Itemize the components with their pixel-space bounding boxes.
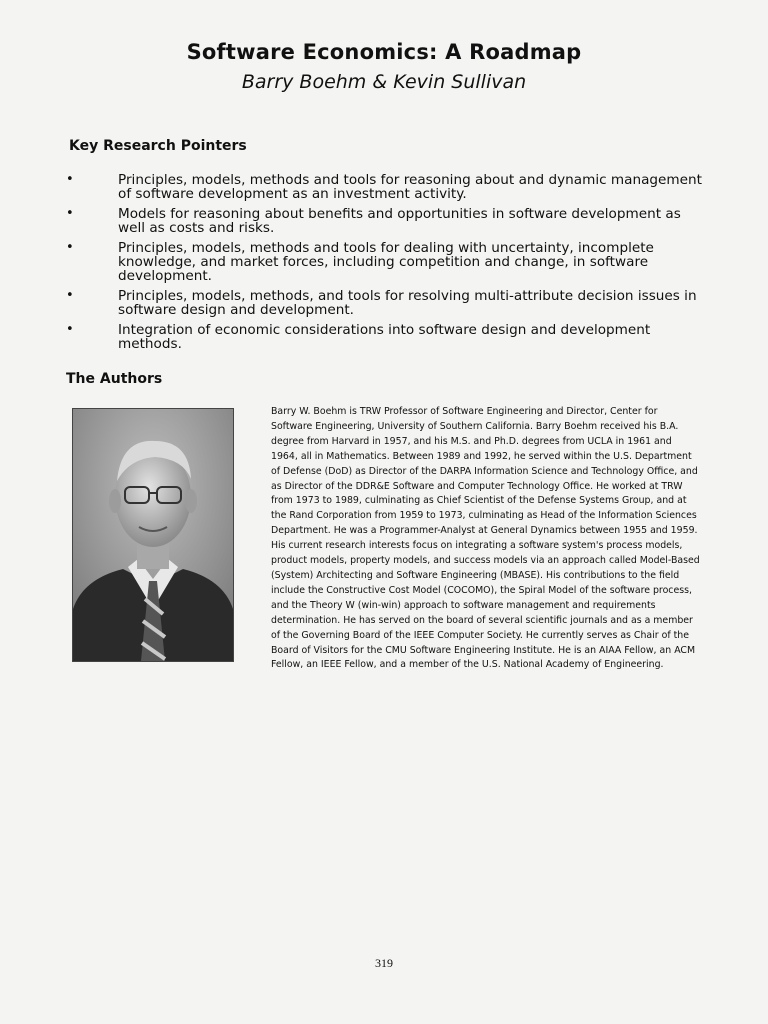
list-item (66, 323, 706, 351)
page-number: 319 (375, 956, 393, 970)
key-research-list (66, 173, 706, 357)
list-item-text: Principles, models, methods, and tools for resolving multi-attribute decision issues in software design and development. (118, 288, 697, 318)
list-item (66, 289, 706, 317)
key-research-heading: Key Research Pointers (69, 138, 247, 154)
author-line: Barry Boehm & Kevin Sullivan (241, 71, 527, 93)
bullet-icon: • (66, 240, 74, 255)
list-item-text: Integration of economic considerations into software design and development methods. (118, 322, 651, 352)
bullet-icon: • (66, 172, 74, 187)
list-item (66, 173, 706, 201)
bullet-icon: • (66, 206, 74, 221)
list-item-text: Principles, models, methods and tools for dealing with uncertainty, incomplete knowledge, and market forces, including competition and change, in software development. (118, 240, 654, 284)
list-item-text: Principles, models, methods and tools for reasoning about and dynamic management of software development as an investment activity. (118, 172, 702, 202)
portrait-drawing (73, 409, 233, 661)
bullet-icon: • (66, 288, 74, 303)
list-item (66, 207, 706, 235)
page-title: Software Economics: A Roadmap (186, 40, 582, 64)
bullet-icon: • (66, 322, 74, 337)
list-item-text: Models for reasoning about benefits and opportunities in software development as well as costs and risks. (118, 206, 681, 236)
portrait-photo-icon (72, 408, 234, 662)
authors-heading: The Authors (66, 371, 163, 387)
author-bio: Barry W. Boehm is TRW Professor of Software Engineering and Director, Center for Software Engineering, University of Southern California. Barry Boehm received his B.A. degree from Harvard in 1957, and his M.S. and Ph.D. degrees from UCLA in 1961 and 1964, all in Mathematics. Between 1989 and 1992, he served within the U.S. Department of Defense (DoD) as Director of the DARPA Information Science and Technology Office, and as Director of the DDR&E Software and Computer Technology Office. He worked at TRW from 1973 to 1989, culminating as Chief Scientist of the Defense Systems Group, and at the Rand Corporation from 1959 to 1973, culminating as Head of the Information Sciences Department. He was a Programmer-Analyst at General Dynamics between 1955 and 1959. His current research interests focus on integrating a software system's process models, product models, property models, and success models via an approach called Model-Based (System) Architecting and Software Engineering (MBASE). His contributions to the field include the Constructive Cost Model (COCOMO), the Spiral Model of the software process, and the Theory W (win-win) approach to software management and requirements determination. He has served on the board of several scientific journals and as a member of the Governing Board of the IEEE Computer Society. He currently serves as Chair of the Board of Visitors for the CMU Software Engineering Institute. He is an AIAA Fellow, an ACM Fellow, an IEEE Fellow, and a member of the U.S. National Academy of Engineering. (271, 406, 700, 671)
list-item (66, 241, 706, 283)
